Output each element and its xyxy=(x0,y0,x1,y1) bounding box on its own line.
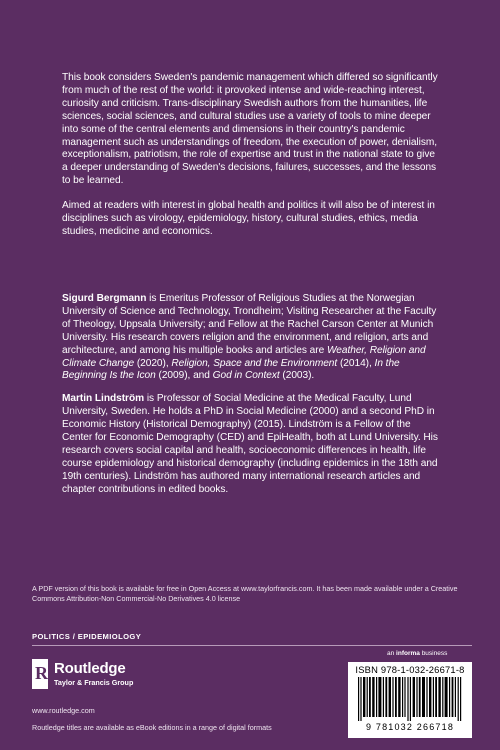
book-title: Religion, Space and the Environment xyxy=(171,357,338,369)
barcode-icon xyxy=(358,677,462,721)
book-title: Weather, Religion and Climate Change xyxy=(62,344,426,369)
informa-tagline xyxy=(387,650,447,657)
informa-suffix: business xyxy=(419,650,448,657)
bio-text: (2014), xyxy=(337,357,375,369)
divider xyxy=(32,645,472,646)
subject-category: POLITICS / EPIDEMIOLOGY xyxy=(32,632,142,641)
bio-text: (2020), xyxy=(134,357,172,369)
description-paragraph-2: Aimed at readers with interest in global health and politics it will also be of interest in disciplines such as virology, epidemiology, history, cultural studies, ethics, media studies, medicine and economics. xyxy=(62,200,435,237)
bio-text: is Emeritus Professor of Religious Studies at the Norwegian University of Science and Technology, Trondheim; Visiting Researcher at the Faculty of Theology, Uppsala University; and Fellow at the Rachel Carson Center at Munich University. His research covers religion and the environment, and religion, arts and architecture, and among his multiple books and articles are xyxy=(62,293,437,356)
publisher-url: www.routledge.com xyxy=(32,706,95,715)
isbn-label: ISBN 978-1-032-26671-8 xyxy=(355,664,465,675)
author-bio-lindstrom xyxy=(62,393,440,496)
ebook-note: Routledge titles are available as eBook editions in a range of digital formats xyxy=(32,723,272,732)
book-title: In the Beginning Is the Icon xyxy=(62,357,400,382)
informa-prefix: an xyxy=(387,650,397,657)
bio-text: is Professor of Social Medicine at the Medical Faculty, Lund University, Sweden. He holds a PhD in Social Medicine (2000) and a second PhD in Economic History (Historical Demography) (2015). Lindström is a Fellow of the Center for Economic Demography (CED) and EpiHealth, both at Lund University. His research covers social capital and health, socioeconomic differences in health, life course epidemiology and historical demography (including epidemics in the 18th and 19th centuries). Lindström has authored many international research articles and chapter contributions in edited books. xyxy=(62,393,438,495)
bio-text: (2009), and xyxy=(155,370,213,382)
author-bios xyxy=(62,293,440,507)
author-bio-bergmann xyxy=(62,293,440,383)
bio-text: (2003). xyxy=(279,370,315,382)
barcode-digits: 9 781032 266718 xyxy=(365,722,455,732)
book-description xyxy=(62,72,440,251)
open-access-note: A PDF version of this book is available for free in Open Access at www.taylorfrancis.com. It has been made available under a Creative Commons Attribution-Non Commercial-No Derivatives 4.0 license xyxy=(32,584,458,603)
publisher-group: Taylor & Francis Group xyxy=(54,678,134,687)
book-title: God in Context xyxy=(212,370,280,382)
author-name-lindstrom: Martin Lindström xyxy=(62,393,145,405)
logo-letter: R xyxy=(35,663,48,683)
description-paragraph-1: This book considers Sweden's pandemic management which differed so significantly from much of the rest of the world: it provoked intense and wide-reaching interest, curiosity and criticism. Trans-disciplinary Swedish authors from the humanities, life sciences, social sciences, and cultural studies use a variety of tools to mine deeper into some of the central elements and dimensions in their country's pandemic management such as understandings of freedom, the execution of power, denialism, exceptionalism, patriotism, the role of expertise and trust in the national state to give a deeper understanding of Sweden's decisions, failures, successes, and the lessons to be learned. xyxy=(62,72,438,187)
author-name-bergmann: Sigurd Bergmann xyxy=(62,293,147,304)
publisher-name: Routledge xyxy=(54,660,126,677)
publisher-logo xyxy=(32,659,192,699)
informa-brand: informa xyxy=(396,650,420,657)
routledge-icon xyxy=(32,659,48,689)
isbn-barcode xyxy=(348,662,472,738)
